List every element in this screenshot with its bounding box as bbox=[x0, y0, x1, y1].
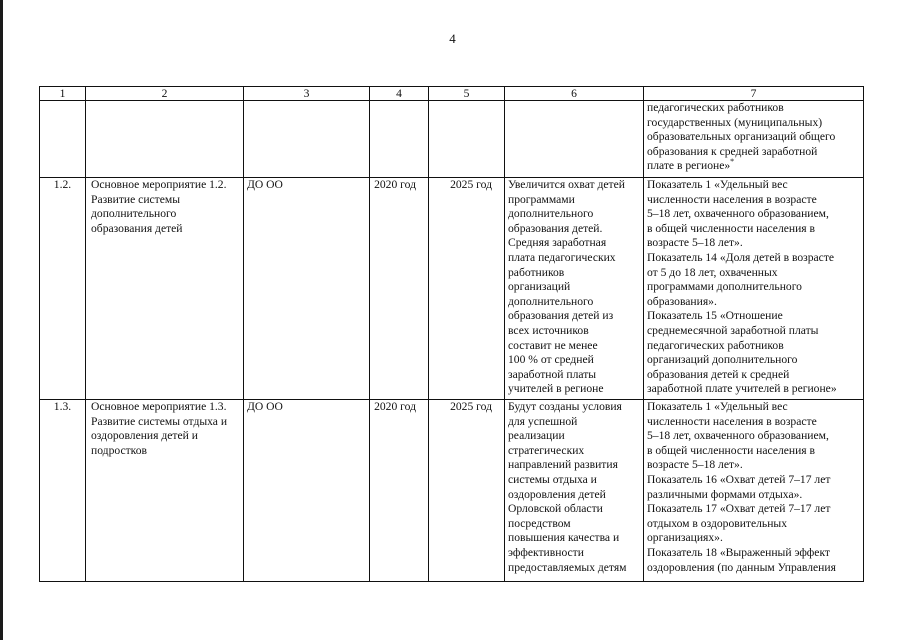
header-col-5: 5 bbox=[429, 87, 505, 101]
table-header-row bbox=[40, 87, 864, 101]
header-col-6: 6 bbox=[505, 87, 644, 101]
start-year: 2020 год bbox=[370, 178, 429, 400]
table-row-continuation bbox=[40, 101, 864, 178]
expected-result: Увеличится охват детей программами дополнительного образования детей. Средняя заработная плата педагогических работников организаций дополнительного образования детей из всех источников составит не менее 100 % от средней заработной платы учителей в регионе bbox=[505, 178, 644, 400]
indicators-cell bbox=[644, 101, 864, 178]
expected-result: Будут созданы условия для успешной реализации стратегических направлений развития системы отдыха и оздоровления детей Орловской области посредством повышения качества и эффективности предоставляемых детям bbox=[505, 400, 644, 582]
row-number bbox=[40, 101, 86, 178]
indicators-text: Показатель 1 «Удельный вес численности населения в возрасте 5–18 лет, охваченного образованием, в общей численности населения в возрасте 5–18 лет». Показатель 16 «Охват детей 7–17 лет различными формами отдыха». Показатель 17 «Охват детей 7–17 лет отдыхом в оздоровительных организациях». Показатель 18 «Выраженный эффект оздоровления (по данным Управления bbox=[644, 400, 864, 582]
table-row-1-3 bbox=[40, 400, 864, 582]
measures-table bbox=[39, 86, 864, 582]
indicators-text: Показатель 1 «Удельный вес численности населения в возрасте 5–18 лет, охваченного образованием, в общей численности населения в возрасте 5–18 лет». Показатель 14 «Доля детей в возрасте от 5 до 18 лет, охваченных программами дополнительного образования». Показатель 15 «Отношение среднемесячной заработной платы педагогических работников организаций дополнительного образования детей к средней заработной плате учителей в регионе» bbox=[644, 178, 864, 400]
end-year: 2025 год bbox=[429, 400, 505, 582]
executor: ДО ОО bbox=[244, 178, 370, 400]
header-col-3: 3 bbox=[244, 87, 370, 101]
table-row-1-2 bbox=[40, 178, 864, 400]
header-col-7: 7 bbox=[644, 87, 864, 101]
footnote-asterisk: * bbox=[730, 157, 735, 167]
header-col-4: 4 bbox=[370, 87, 429, 101]
header-col-2: 2 bbox=[86, 87, 244, 101]
measure-name: Основное мероприятие 1.3. Развитие системы отдыха и оздоровления детей и подростков bbox=[86, 400, 244, 582]
end-year bbox=[429, 101, 505, 178]
end-year: 2025 год bbox=[429, 178, 505, 400]
indicators-text: педагогических работников государственных (муниципальных) образовательных организаций общего образования к средней заработной плате в регионе» bbox=[647, 101, 836, 173]
start-year: 2020 год bbox=[370, 400, 429, 582]
page-number: 4 bbox=[449, 31, 456, 46]
measure-name: Основное мероприятие 1.2. Развитие системы дополнительного образования детей bbox=[86, 178, 244, 400]
row-number: 1.2. bbox=[40, 178, 86, 400]
page-edge-shadow bbox=[0, 0, 3, 640]
executor: ДО ОО bbox=[244, 400, 370, 582]
measure-name bbox=[86, 101, 244, 178]
expected-result bbox=[505, 101, 644, 178]
executor bbox=[244, 101, 370, 178]
start-year bbox=[370, 101, 429, 178]
row-number: 1.3. bbox=[40, 400, 86, 582]
header-col-1: 1 bbox=[40, 87, 86, 101]
